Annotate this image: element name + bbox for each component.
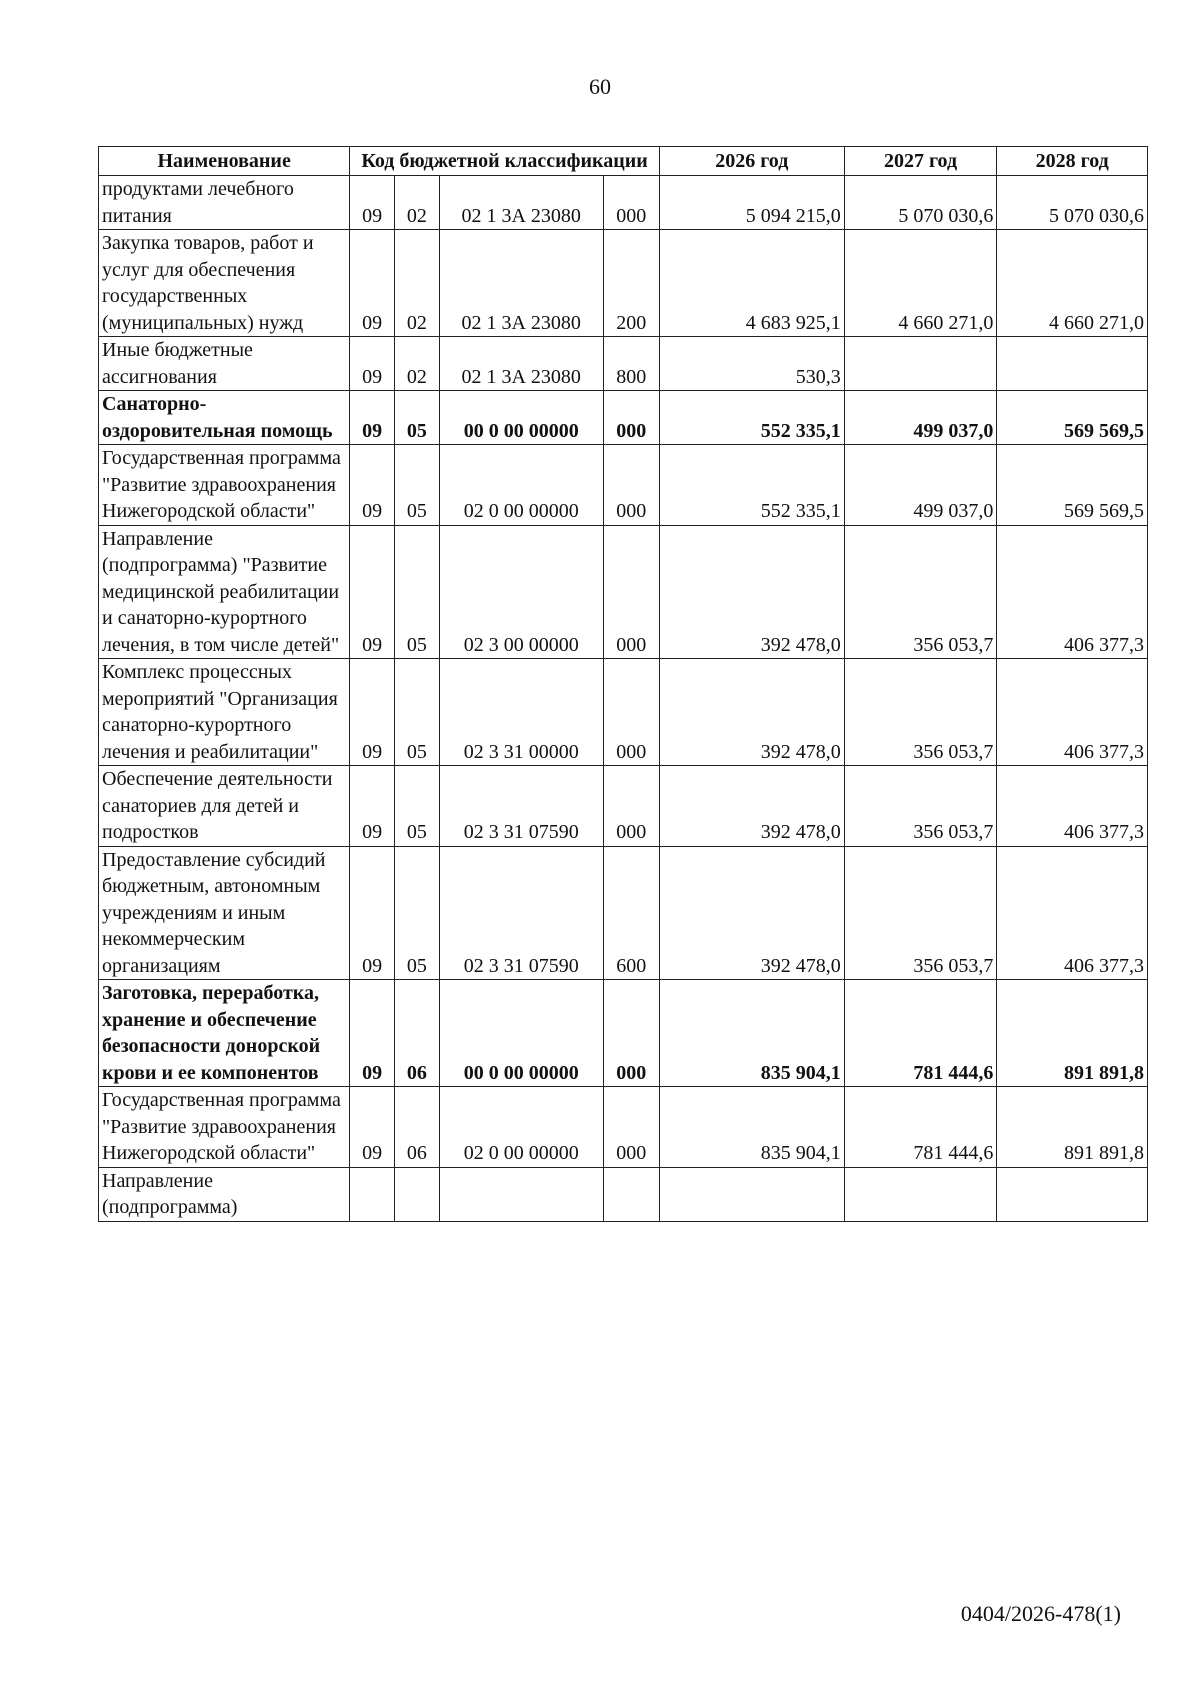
row-expense-type-code: 000: [603, 445, 659, 526]
row-amount-2027: 356 053,7: [844, 766, 997, 847]
row-name: Закупка товаров, работ и услуг для обеспечения государственных (муниципальных) нужд: [99, 230, 350, 337]
row-target-article-code: [439, 1167, 603, 1221]
row-expense-type-code: 000: [603, 525, 659, 659]
row-amount-2028: 891 891,8: [997, 1087, 1148, 1168]
row-amount-2026: 392 478,0: [659, 659, 844, 766]
row-section-code: 09: [350, 445, 395, 526]
row-amount-2028: 406 377,3: [997, 766, 1148, 847]
row-amount-2027: [844, 337, 997, 391]
row-expense-type-code: 000: [603, 1087, 659, 1168]
row-amount-2027: 781 444,6: [844, 1087, 997, 1168]
row-amount-2026: 5 094 215,0: [659, 176, 844, 230]
row-target-article-code: 02 3 31 00000: [439, 659, 603, 766]
table-row: [99, 980, 1148, 1087]
header-code: Код бюджетной классификации: [350, 147, 660, 176]
row-section-code: [350, 1167, 395, 1221]
row-target-article-code: 00 0 00 00000: [439, 391, 603, 445]
row-target-article-code: 02 0 00 00000: [439, 1087, 603, 1168]
row-target-article-code: 02 3 31 07590: [439, 846, 603, 980]
table-row: [99, 391, 1148, 445]
row-target-article-code: 02 3 31 07590: [439, 766, 603, 847]
row-subsection-code: 05: [394, 525, 439, 659]
row-subsection-code: 02: [394, 176, 439, 230]
row-section-code: 09: [350, 525, 395, 659]
row-section-code: 09: [350, 766, 395, 847]
row-subsection-code: 05: [394, 659, 439, 766]
row-amount-2026: 392 478,0: [659, 846, 844, 980]
row-target-article-code: 02 3 00 00000: [439, 525, 603, 659]
row-name: Заготовка, переработка, хранение и обеспечение безопасности донорской крови и ее компонентов: [99, 980, 350, 1087]
row-subsection-code: 05: [394, 766, 439, 847]
page-number: 60: [589, 74, 611, 99]
row-expense-type-code: 000: [603, 659, 659, 766]
header-2027: 2027 год: [844, 147, 997, 176]
table-body: [99, 176, 1148, 1222]
table-row: [99, 445, 1148, 526]
row-name: Комплекс процессных мероприятий "Организация санаторно-курортного лечения и реабилитации": [99, 659, 350, 766]
row-amount-2027: 499 037,0: [844, 391, 997, 445]
row-subsection-code: 05: [394, 445, 439, 526]
row-amount-2028: 406 377,3: [997, 659, 1148, 766]
row-amount-2027: 5 070 030,6: [844, 176, 997, 230]
row-expense-type-code: 800: [603, 337, 659, 391]
row-amount-2026: 530,3: [659, 337, 844, 391]
row-amount-2028: 5 070 030,6: [997, 176, 1148, 230]
row-section-code: 09: [350, 1087, 395, 1168]
table-row: [99, 525, 1148, 659]
row-amount-2026: 392 478,0: [659, 766, 844, 847]
row-target-article-code: 02 1 3А 23080: [439, 337, 603, 391]
row-name: Предоставление субсидий бюджетным, автономным учреждениям и иным некоммерческим организациям: [99, 846, 350, 980]
row-amount-2028: [997, 337, 1148, 391]
row-amount-2028: 569 569,5: [997, 391, 1148, 445]
header-2026: 2026 год: [659, 147, 844, 176]
row-amount-2028: 406 377,3: [997, 846, 1148, 980]
table-row: [99, 230, 1148, 337]
row-expense-type-code: 000: [603, 766, 659, 847]
row-subsection-code: 05: [394, 846, 439, 980]
table-header-row: [99, 147, 1148, 176]
row-name: продуктами лечебного питания: [99, 176, 350, 230]
row-name: Санаторно-оздоровительная помощь: [99, 391, 350, 445]
row-subsection-code: 05: [394, 391, 439, 445]
header-name: Наименование: [99, 147, 350, 176]
row-target-article-code: 00 0 00 00000: [439, 980, 603, 1087]
row-amount-2026: 552 335,1: [659, 445, 844, 526]
row-name: Направление (подпрограмма): [99, 1167, 350, 1221]
row-expense-type-code: 000: [603, 391, 659, 445]
row-amount-2027: 499 037,0: [844, 445, 997, 526]
row-target-article-code: 02 0 00 00000: [439, 445, 603, 526]
document-code: 0404/2026-478(1): [960, 1601, 1121, 1626]
row-amount-2028: 406 377,3: [997, 525, 1148, 659]
row-section-code: 09: [350, 337, 395, 391]
row-amount-2026: 835 904,1: [659, 980, 844, 1087]
row-amount-2026: 392 478,0: [659, 525, 844, 659]
table-row: [99, 846, 1148, 980]
row-name: Обеспечение деятельности санаториев для детей и подростков: [99, 766, 350, 847]
row-subsection-code: [394, 1167, 439, 1221]
row-amount-2026: 835 904,1: [659, 1087, 844, 1168]
row-amount-2026: [659, 1167, 844, 1221]
row-amount-2028: [997, 1167, 1148, 1221]
row-amount-2027: 356 053,7: [844, 846, 997, 980]
row-name: Направление (подпрограмма) "Развитие медицинской реабилитации и санаторно-курортного лечения, в том числе детей": [99, 525, 350, 659]
row-amount-2027: 356 053,7: [844, 525, 997, 659]
table-row: [99, 337, 1148, 391]
row-amount-2027: [844, 1167, 997, 1221]
row-amount-2028: 891 891,8: [997, 980, 1148, 1087]
row-amount-2028: 4 660 271,0: [997, 230, 1148, 337]
row-section-code: 09: [350, 391, 395, 445]
row-subsection-code: 02: [394, 337, 439, 391]
row-expense-type-code: 000: [603, 980, 659, 1087]
row-amount-2027: 4 660 271,0: [844, 230, 997, 337]
row-amount-2026: 552 335,1: [659, 391, 844, 445]
table-row: [99, 659, 1148, 766]
row-amount-2026: 4 683 925,1: [659, 230, 844, 337]
row-section-code: 09: [350, 230, 395, 337]
table-row: [99, 176, 1148, 230]
row-amount-2027: 781 444,6: [844, 980, 997, 1087]
row-section-code: 09: [350, 980, 395, 1087]
row-amount-2027: 356 053,7: [844, 659, 997, 766]
row-amount-2028: 569 569,5: [997, 445, 1148, 526]
row-name: Государственная программа "Развитие здравоохранения Нижегородской области": [99, 1087, 350, 1168]
header-2028: 2028 год: [997, 147, 1148, 176]
row-subsection-code: 06: [394, 980, 439, 1087]
budget-table: [98, 146, 1148, 1222]
row-expense-type-code: 600: [603, 846, 659, 980]
row-expense-type-code: 000: [603, 176, 659, 230]
row-subsection-code: 06: [394, 1087, 439, 1168]
row-target-article-code: 02 1 3А 23080: [439, 230, 603, 337]
row-expense-type-code: 200: [603, 230, 659, 337]
row-name: Иные бюджетные ассигнования: [99, 337, 350, 391]
row-subsection-code: 02: [394, 230, 439, 337]
row-target-article-code: 02 1 3А 23080: [439, 176, 603, 230]
table-row: [99, 766, 1148, 847]
table-row: [99, 1087, 1148, 1168]
row-section-code: 09: [350, 176, 395, 230]
table-row: [99, 1167, 1148, 1221]
row-section-code: 09: [350, 846, 395, 980]
row-expense-type-code: [603, 1167, 659, 1221]
row-name: Государственная программа "Развитие здравоохранения Нижегородской области": [99, 445, 350, 526]
row-section-code: 09: [350, 659, 395, 766]
